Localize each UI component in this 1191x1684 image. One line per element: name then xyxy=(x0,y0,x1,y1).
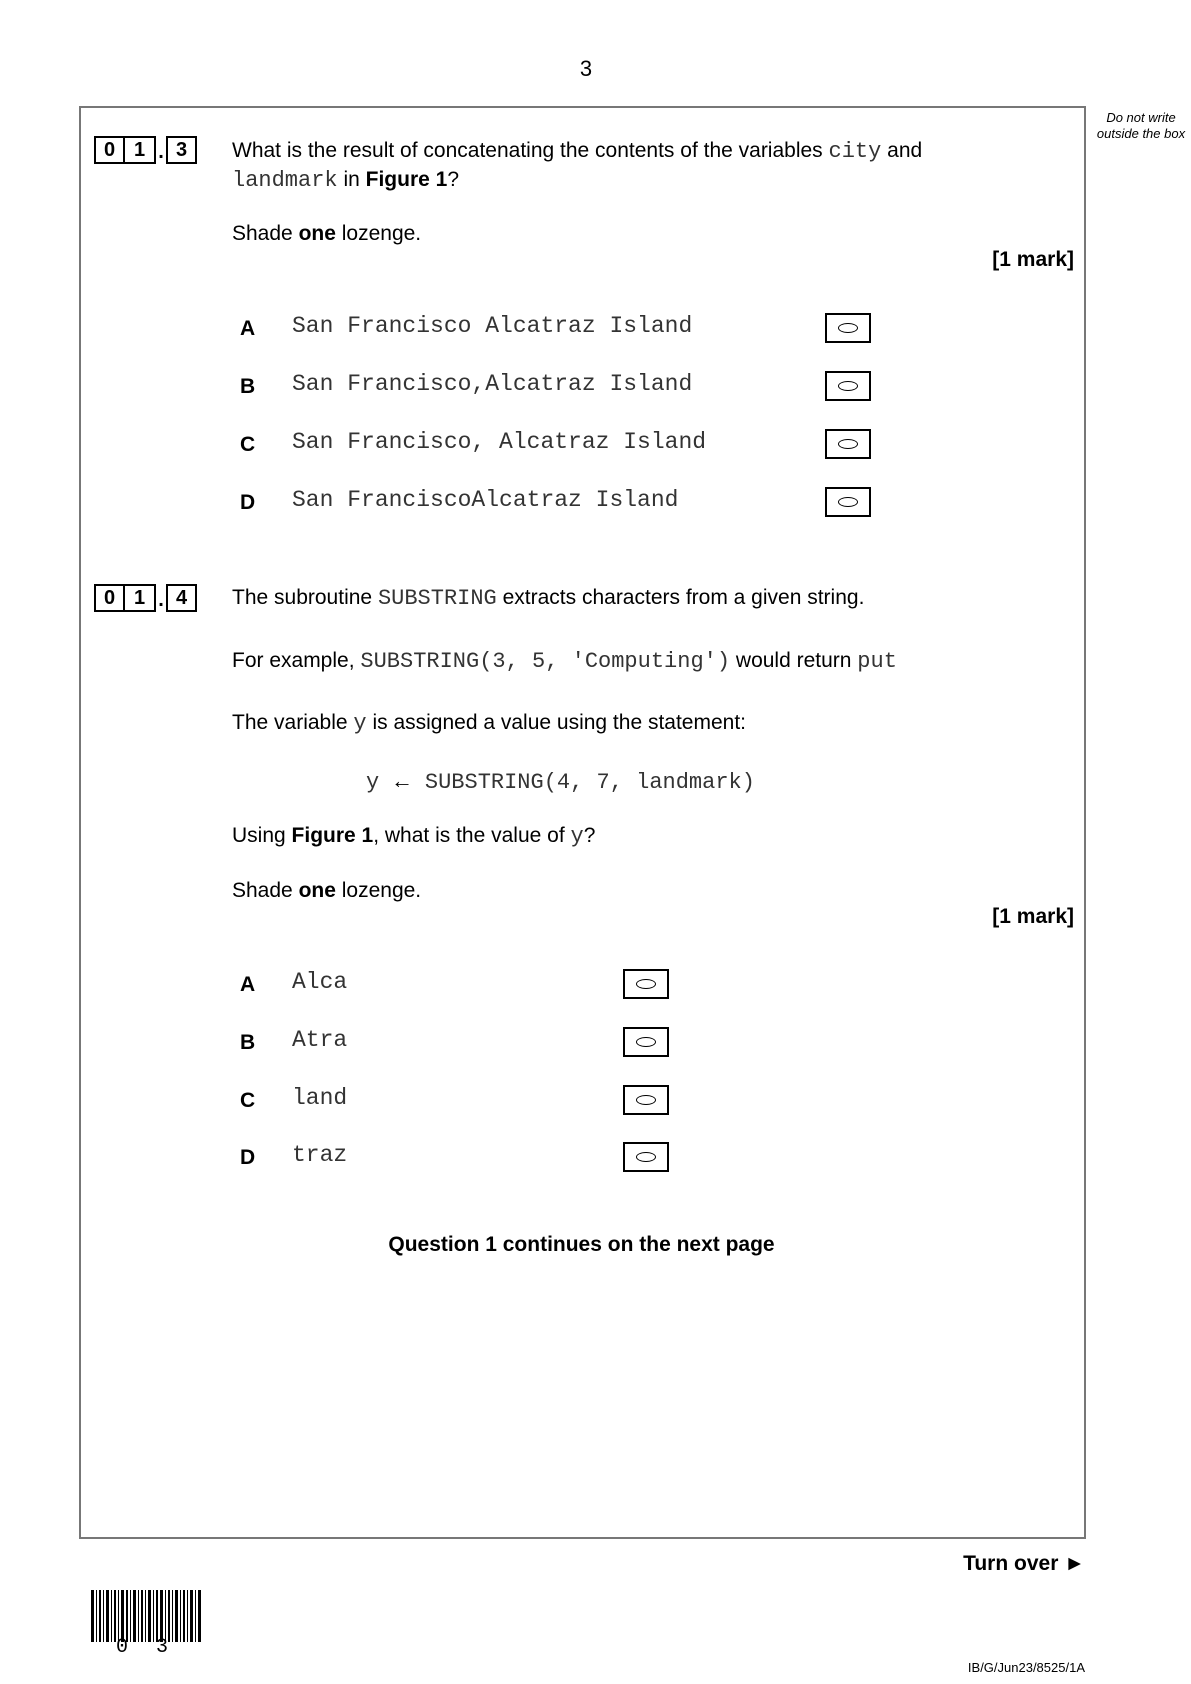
mark-allocation-01-4: [1 mark] xyxy=(992,905,1074,928)
question-dot: . xyxy=(158,589,164,611)
answer-lozenge-c[interactable] xyxy=(623,1085,669,1115)
option-letter-c: C xyxy=(240,1089,256,1112)
paper-reference: IB/G/Jun23/8525/1A xyxy=(967,1660,1085,1675)
question-digit: 1 xyxy=(125,136,156,164)
text-span: lozenge. xyxy=(335,222,422,245)
option-text-d: San FranciscoAlcatraz Island xyxy=(292,487,679,513)
text-span: in xyxy=(337,168,366,191)
question-number-01-3 xyxy=(94,136,197,164)
option-text-a: San Francisco Alcatraz Island xyxy=(292,313,693,339)
option-text-d: traz xyxy=(292,1142,348,1168)
turn-over-label: Turn over ► xyxy=(963,1552,1085,1575)
answer-lozenge-d[interactable] xyxy=(623,1142,669,1172)
option-letter-d: D xyxy=(240,1146,256,1169)
option-letter-c: C xyxy=(240,433,256,456)
question-digit: 0 xyxy=(94,584,125,612)
text-span: For example, xyxy=(232,649,361,672)
code-landmark: landmark xyxy=(232,168,338,193)
barcode-icon xyxy=(91,1590,201,1642)
code-y: y xyxy=(570,824,584,849)
option-letter-b: B xyxy=(240,1031,256,1054)
text-span: Shade xyxy=(232,879,299,902)
continue-note: Question 1 continues on the next page xyxy=(388,1233,775,1256)
option-text-b: San Francisco,Alcatraz Island xyxy=(292,371,693,397)
text-span: lozenge. xyxy=(335,879,422,902)
question-digit: 0 xyxy=(94,136,125,164)
question-01-4-intro xyxy=(232,584,864,613)
text-span: Shade xyxy=(232,222,299,245)
assignment-statement xyxy=(366,767,755,797)
text-span: extracts characters from a given string. xyxy=(496,586,865,609)
option-letter-a: A xyxy=(240,317,256,340)
assignment-arrow-icon: ← xyxy=(391,768,414,793)
answer-lozenge-c[interactable] xyxy=(825,429,871,459)
text-span: is assigned a value using the statement: xyxy=(366,711,747,734)
option-text-c: San Francisco, Alcatraz Island xyxy=(292,429,707,455)
question-01-4-assign xyxy=(232,709,746,738)
option-letter-d: D xyxy=(240,491,256,514)
question-digit: 1 xyxy=(125,584,156,612)
figure-ref: Figure 1 xyxy=(365,168,448,191)
question-digit: 4 xyxy=(166,584,197,612)
shade-instruction-01-4 xyxy=(232,877,421,905)
text-span: , what is the value of xyxy=(373,824,571,847)
text-span: ? xyxy=(583,824,596,847)
answer-lozenge-b[interactable] xyxy=(825,371,871,401)
statement-expression: SUBSTRING(4, 7, landmark) xyxy=(424,770,755,795)
option-text-a: Alca xyxy=(292,969,348,995)
text-span: ? xyxy=(447,168,460,191)
mark-allocation-01-3: [1 mark] xyxy=(992,248,1074,271)
question-01-4-example xyxy=(232,647,897,676)
barcode-number: 0 3 xyxy=(116,1636,177,1659)
text-span: and xyxy=(881,139,923,162)
answer-lozenge-a[interactable] xyxy=(825,313,871,343)
code-example-call: SUBSTRING(3, 5, 'Computing') xyxy=(360,649,731,674)
option-text-c: land xyxy=(292,1085,348,1111)
emphasis: one xyxy=(298,222,336,245)
question-digit: 3 xyxy=(166,136,197,164)
code-substring: SUBSTRING xyxy=(377,586,497,611)
answer-lozenge-b[interactable] xyxy=(623,1027,669,1057)
margin-note: Do not write outside the box xyxy=(1096,110,1186,141)
code-city: city xyxy=(828,139,882,164)
text-span: would return xyxy=(730,649,858,672)
question-number-01-4 xyxy=(94,584,197,612)
code-example-result: put xyxy=(857,649,897,674)
statement-variable: y xyxy=(366,770,380,795)
text-span: The variable xyxy=(232,711,354,734)
text-span: The subroutine xyxy=(232,586,378,609)
text-span: What is the result of concatenating the contents of the variables xyxy=(232,139,829,162)
question-dot: . xyxy=(158,141,164,163)
question-01-3-text xyxy=(232,137,922,195)
question-01-4-ask xyxy=(232,822,595,851)
option-letter-b: B xyxy=(240,375,256,398)
option-letter-a: A xyxy=(240,973,256,996)
emphasis: one xyxy=(298,879,336,902)
text-span: Using xyxy=(232,824,292,847)
option-text-b: Atra xyxy=(292,1027,348,1053)
answer-lozenge-d[interactable] xyxy=(825,487,871,517)
answer-lozenge-a[interactable] xyxy=(623,969,669,999)
code-y: y xyxy=(353,711,367,736)
page-number: 3 xyxy=(579,56,593,81)
figure-ref: Figure 1 xyxy=(291,824,374,847)
shade-instruction-01-3 xyxy=(232,220,421,248)
